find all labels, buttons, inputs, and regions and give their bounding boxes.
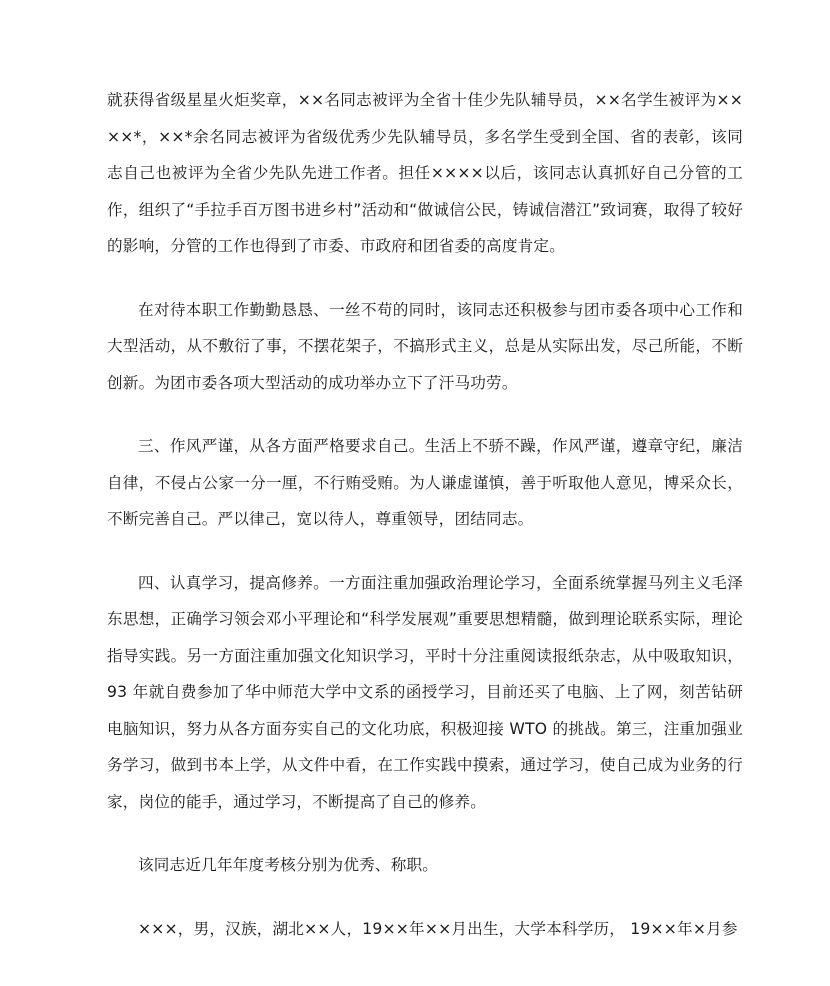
paragraph-1: 就获得省级星星火炬奖章，××名同志被评为全省十佳少先队辅导员，××名学生被评为××××*，××*余名同志被评为省级优秀少先队辅导员，多名学生受到全国、省的表彰，该同志自己也被评为全省少先队先进工作者。担任××××以后，该同志认真抓好自己分管的工作，组织了“手拉手百万图书进乡村”活动和“做诚信公民，铸诚信潜江”致词赛，取得了较好的影响，分管的工作也得到了市委、市政府和团省委的高度肯定。 <box>107 91 743 255</box>
paragraph-6: ×××，男，汉族，湖北××人，19××年××月出生，大学本科学历， 19××年×月参 <box>138 919 738 938</box>
paragraph-gap <box>107 265 743 292</box>
paragraph-gap <box>107 538 743 565</box>
paragraph-2: 在对待本职工作勤勤恳恳、一丝不苟的同时，该同志还积极参与团市委各项中心工作和大型活动，从不敷衍了事，不摆花架子，不搞形式主义，总是从实际出发，尽己所能，不断创新。为团市委各项大型活动的成功举办立下了汗马功劳。 <box>107 300 743 392</box>
paragraph-gap <box>107 884 743 911</box>
paragraph-gap <box>107 401 743 428</box>
paragraph-3: 三、作风严谨，从各方面严格要求自己。生活上不骄不躁，作风严谨，遵章守纪，廉洁自律，不侵占公家一分一厘，不行贿受贿。为人谦虚谨慎，善于听取他人意见，博采众长，不断完善自己。严以律己，宽以待人，尊重领导，团结同志。 <box>107 437 743 528</box>
paragraph-5: 该同志近几年年度考核分别为优秀、称职。 <box>138 856 439 874</box>
paragraph-4: 四、认真学习，提高修养。一方面注重加强政治理论学习，全面系统掌握马列主义毛泽东思想，正确学习领会邓小平理论和“科学发展观”重要思想精髓，做到理论联系实际，理论指导实践。另一方面注重加强文化知识学习，平时十分注重阅读报纸杂志，从中吸取知识，93 年就自费参加了华中师范大学中文系的函授学习，目前还买了电脑、上了网，刻苦钻研电脑知识，努力从各方面夯实自己的文化功底，积极迎接 WTO 的挑战。第三，注重加强业务学习，做到书本上学，从文件中看，在工作实践中摸索，通过学习，使自己成为业务的行家，岗位的能手，通过学习，不断提高了自己的修养。 <box>107 573 743 811</box>
document-body <box>107 82 743 947</box>
paragraph-gap <box>107 820 743 847</box>
